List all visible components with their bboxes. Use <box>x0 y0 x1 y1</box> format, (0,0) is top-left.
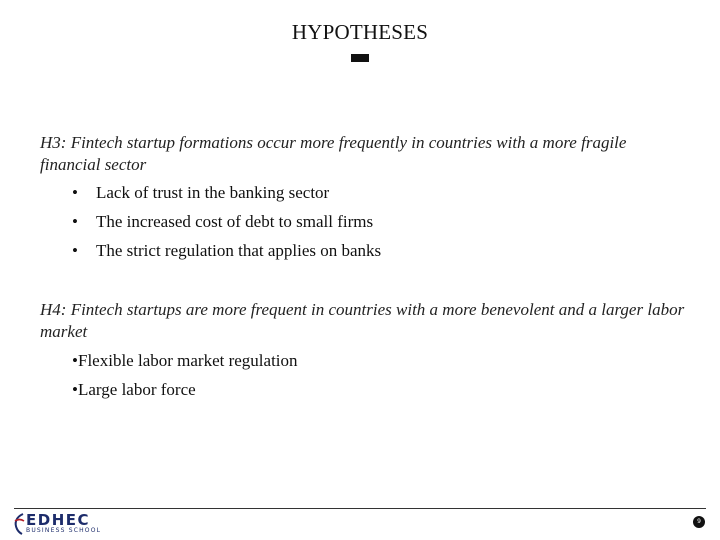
list-item <box>72 350 298 379</box>
list-item <box>72 211 381 240</box>
list-item <box>72 182 381 211</box>
h4-bullet-list <box>72 350 298 408</box>
logo-subtext: BUSINESS SCHOOL <box>26 527 102 534</box>
bullet-icon: • <box>72 183 78 202</box>
logo-text: EDHEC <box>26 511 91 529</box>
slide-title: HYPOTHESES <box>291 20 429 44</box>
bullet-icon: • <box>72 241 78 260</box>
list-item <box>72 379 298 408</box>
list-item <box>72 240 381 269</box>
bullet-text: The strict regulation that applies on banks <box>96 241 382 260</box>
page-number-badge: 9 <box>693 516 705 528</box>
bullet-text: The increased cost of debt to small firms <box>96 212 374 231</box>
footer-divider <box>14 508 706 509</box>
bullet-text: Lack of trust in the banking sector <box>96 183 330 202</box>
hypothesis-h4: H4: Fintech startups are more frequent in countries with a more benevolent and a larger labor market <box>40 300 685 341</box>
hypothesis-h3: H3: Fintech startup formations occur more frequently in countries with a more fragile financial sector <box>40 133 627 174</box>
edhec-logo <box>12 512 122 536</box>
bullet-icon: • <box>72 351 78 370</box>
h3-bullet-list <box>72 182 381 269</box>
bullet-text: Flexible labor market regulation <box>78 351 298 370</box>
bullet-text: Large labor force <box>78 380 196 399</box>
bullet-icon: • <box>72 212 78 231</box>
bullet-icon: • <box>72 380 78 399</box>
logo-swoosh-icon <box>12 513 26 535</box>
title-underline <box>351 54 369 62</box>
